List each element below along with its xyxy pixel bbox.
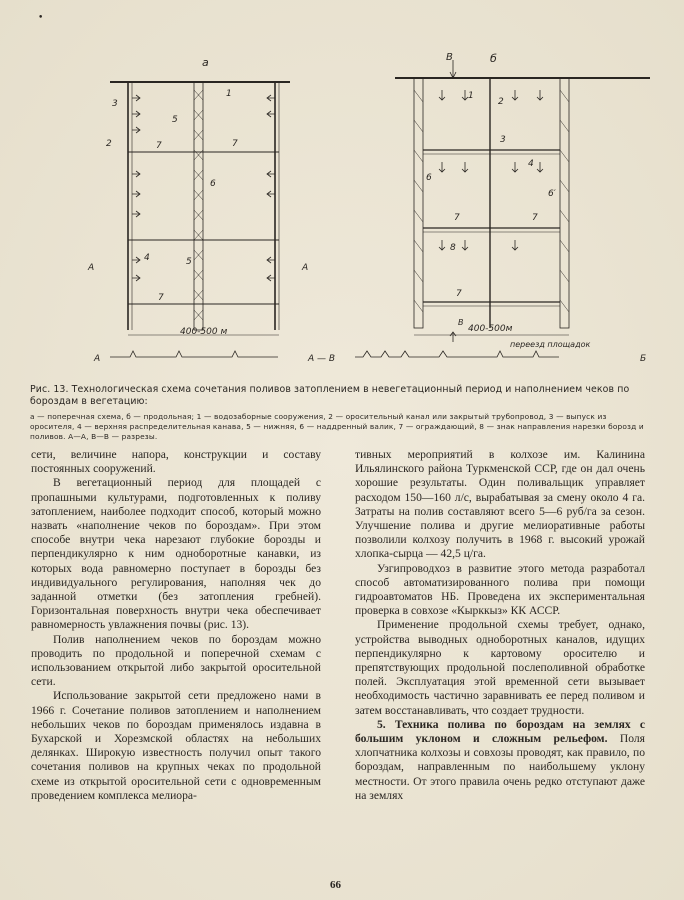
figure-label-a: а <box>202 56 209 69</box>
b-num-7c: 7 <box>456 289 462 299</box>
a-num-5: 5 <box>172 115 178 125</box>
paragraph: В вегетационный период для площадей с пропашными культурами, подготовленных к поливу затоплением, наиболее подходит способ, который можно назвать «наполнение чеков по бороздам». При этом способе внутри чека нарезают глубокие борозды и перпендикулярно к ним одноборотные канавки, из которых вода равномерно поступает в борозды без индивидуального регулирования, наполняя чек до заданной отметки (без затопления гребней). Горизонтальная поверхность внутри чека обеспечивает равномерность увлажнения почвы (рис. 13). <box>31 476 321 632</box>
scheme-b-right-ridge <box>560 78 569 328</box>
figure-caption <box>30 384 650 408</box>
crossing-label: переезд площадок <box>510 340 591 349</box>
b-num-6: 6 <box>426 173 432 183</box>
a-num-6: 6 <box>210 179 216 189</box>
figure-legend: а — поперечная схема, б — продольная; 1 — водозаборные сооружения, 2 — оросительный канал или закрытый трубопровод, 3 — выпуск из оросителя, 4 — верхняя распределительная канава, 5 — нижняя, 6 — наддренный валик, 7 — ограждающий, 8 — знак направления нарезки борозд и поливов. А—А, В—В — разрезы. <box>30 412 644 441</box>
section-line-a-start: А <box>94 354 101 364</box>
b-num-6prime: 6′ <box>548 189 556 199</box>
scheme-a-drain-ridge <box>194 82 203 330</box>
b-num-3: 3 <box>500 135 506 145</box>
bottom-marker-v: В <box>458 318 464 327</box>
a-num-7c: 7 <box>158 293 164 303</box>
b-num-7: 7 <box>454 213 460 223</box>
figure-label-v: В <box>446 52 453 63</box>
paragraph: Использование закрытой сети предложено нами в 1966 г. Сочетание поливов затоплением и наполнением небольших чеков по бороздам применялось издавна в Бухарской и Хорезмской областях на небольших делянках. Широкую известность получил опыт такого сочетания поливов на крупных чеках по продольной схеме из открытой оросительной сети с одновременным проведением комплекса мелиора- <box>31 689 321 802</box>
b-num-1: 1 <box>468 91 474 101</box>
left-column <box>31 448 321 803</box>
section-heading: 5. Техника полива по бороздам на землях с большим уклоном и сложным рельефом. <box>355 717 645 746</box>
irrigation-scheme-diagram <box>70 50 650 375</box>
b-num-7b: 7 <box>532 213 538 223</box>
dimension-a: 400-500 м <box>180 327 228 337</box>
section-label-A-right: А <box>302 263 309 273</box>
paragraph: Применение продольной схемы требует, однако, устройства выводных одноборотных каналов, идущих перпендикулярно к картовому оросителю и препятствующих продольной послеполивной обработке полей. Эксплуатация этой временной сети вызывает необходимость частично заравнивать ее перед поливом и затем восстанавливать, что создает трудности. <box>355 618 645 717</box>
caption-title: Рис. 13. Технологическая схема сочетания поливов затоплением в невегетационный период и наполнением чеков по бороздам в вегетацию: <box>30 384 630 407</box>
page-number: 66 <box>330 879 341 891</box>
paragraph: Полив наполнением чеков по бороздам можно проводить по продольной и поперечной схемам с использованием открытой либо закрытой оросительной сети. <box>31 632 321 689</box>
paragraph: сети, величине напора, конструкции и составу постоянных сооружений. <box>31 448 321 476</box>
b-num-4: 4 <box>528 159 534 169</box>
b-num-2: 2 <box>498 97 504 107</box>
scheme-b-left-ridge <box>414 78 423 328</box>
right-column <box>355 448 645 803</box>
a-num-7b: 7 <box>232 139 238 149</box>
b-num-8: 8 <box>450 243 456 253</box>
a-num-4: 4 <box>144 253 150 263</box>
dimension-b: 400-500м <box>468 324 513 334</box>
paragraph: Узгипроводхоз в развитие этого метода разработал способ автоматизированного полива при помощи гидроавтоматов НБ. Проведена их экспериментальная проверка в совхозе «Кырккыз» КК АССР. <box>355 561 645 618</box>
corner-mark: • <box>38 13 44 23</box>
section-B-right: Б <box>640 354 647 364</box>
section-body: Поля хлопчатника колхозы и совхозы проводят, как правило, по бороздам, направленным по наибольшему уклону местности. От этого правила очень редко отступают даже на землях <box>355 732 645 802</box>
a-num-5b: 5 <box>186 257 192 267</box>
section-AV: А — В <box>308 354 336 364</box>
a-num-1: 1 <box>226 89 232 99</box>
paragraph-section-5 <box>355 718 645 803</box>
a-num-3: 3 <box>112 99 118 109</box>
a-num-7: 7 <box>156 141 162 151</box>
a-num-2: 2 <box>106 139 112 149</box>
figure-13 <box>70 50 650 375</box>
paragraph: тивных мероприятий в колхозе им. Калинина Ильялинского района Туркменской ССР, где он дал очень хорошие результаты. Один поливальщик управляет расходом 150—160 л/с, вырабатывая за смену около 4 га. Затраты на полив составляют всего 5—6 руб/га за сезон. Улучшение полива и другие мелиоративные работы позволили колхозу получить в 1968 г. высокий урожай хлопка-сырца — 42,5 ц/га. <box>355 448 645 561</box>
figure-label-b: б <box>490 52 497 65</box>
section-label-A: А <box>88 263 95 273</box>
